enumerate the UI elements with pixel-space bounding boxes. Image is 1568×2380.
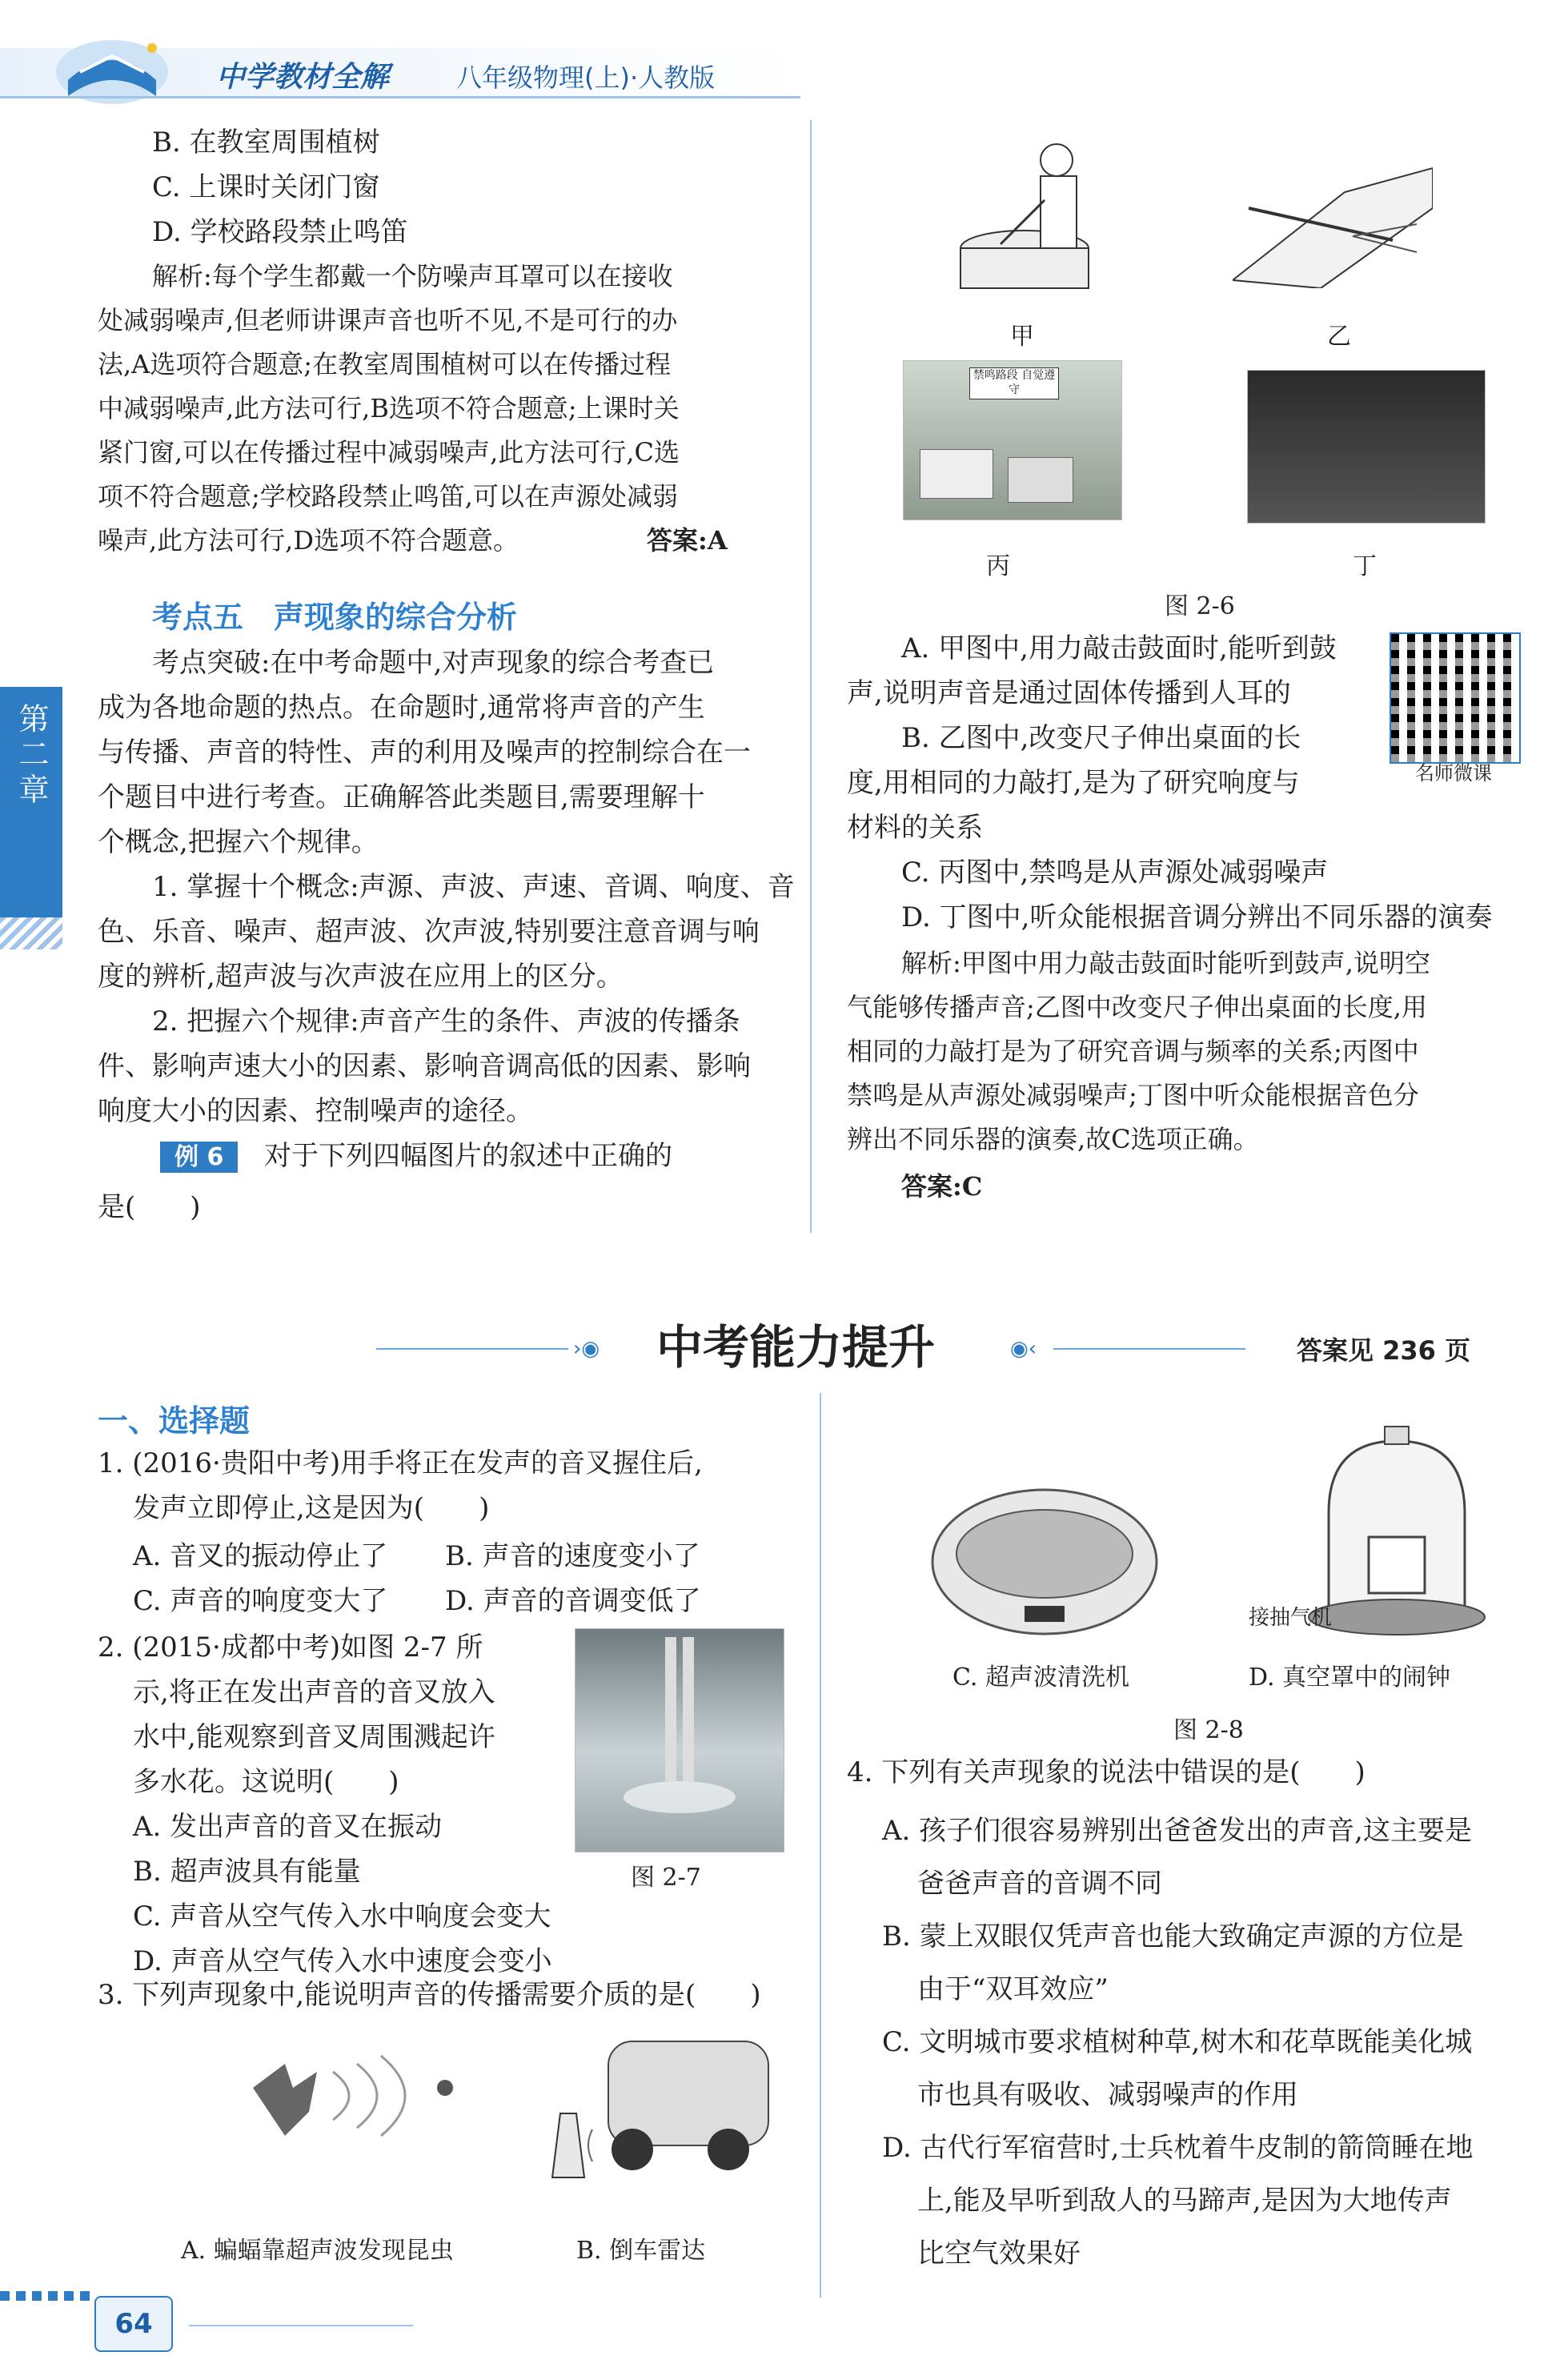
kaodian-line: 考点突破:在中考命题中,对声现象的综合考查已 bbox=[152, 647, 715, 679]
option-line: B. 蒙上双眼仅凭声音也能大致确定声源的方位是 bbox=[882, 1920, 1464, 1953]
arrow-right-icon: ›◉ bbox=[573, 1337, 600, 1361]
option-line: 声,说明声音是通过固体传播到人耳的 bbox=[847, 677, 1291, 709]
option-line: 比空气效果好 bbox=[917, 2238, 1081, 2270]
section-title: 中考能力提升 bbox=[656, 1320, 936, 1375]
kaodian-line: 与传播、声音的特性、声的利用及噪声的控制综合在一 bbox=[98, 736, 751, 769]
fig-caption-c: C. 超声波清洗机 bbox=[952, 1664, 1129, 1692]
option-line: 市也具有吸收、减弱噪声的作用 bbox=[917, 2079, 1298, 2111]
book-subtitle: 八年级物理(上)·人教版 bbox=[456, 62, 716, 93]
drum-figure bbox=[944, 128, 1105, 296]
street-photo bbox=[903, 360, 1122, 520]
question-line: 多水花。这说明( ) bbox=[133, 1766, 399, 1798]
kaodian-line: 个概念,把握六个规律。 bbox=[98, 826, 379, 858]
analysis-line: 相同的力敲打是为了研究音调与频率的关系;丙图中 bbox=[847, 1036, 1419, 1066]
arrow-left-icon: ◉‹ bbox=[1010, 1337, 1037, 1361]
kaodian-title: 考点五 声现象的综合分析 bbox=[152, 600, 518, 635]
fig-label-yi: 乙 bbox=[1327, 323, 1351, 351]
kaodian-line: 成为各地命题的热点。在命题时,通常将声音的产生 bbox=[98, 692, 705, 724]
fig-label-bing: 丙 bbox=[986, 552, 1010, 580]
bat-figure bbox=[237, 2040, 469, 2152]
no-honk-sign: 禁鸣路段 自觉遵守 bbox=[969, 367, 1059, 399]
analysis-block bbox=[98, 255, 786, 563]
qr-caption: 名师微课 bbox=[1415, 762, 1492, 785]
analysis-line: 噪声,此方法可行,D选项不符合题意。 bbox=[98, 525, 519, 556]
fig-label-ding: 丁 bbox=[1353, 552, 1377, 580]
car bbox=[920, 449, 993, 499]
option-b: B. 在教室周围植树 bbox=[152, 126, 380, 159]
option-line: C. 丙图中,禁鸣是从声源处减弱噪声 bbox=[901, 857, 1329, 889]
analysis-line: 气能够传播声音;乙图中改变尺子伸出桌面的长度,用 bbox=[847, 992, 1427, 1022]
analysis-line: 禁鸣是从声源处减弱噪声;丁图中听众能根据音色分 bbox=[847, 1080, 1419, 1110]
option-c: C. 上课时关闭门窗 bbox=[152, 171, 380, 203]
question-line: A. 发出声音的音叉在振动 bbox=[133, 1811, 443, 1843]
footer-dots bbox=[0, 2291, 96, 2301]
option-line: 度,用相同的力敲打,是为了研究响度与 bbox=[847, 767, 1300, 799]
orchestra-photo bbox=[1247, 370, 1486, 524]
question-line: 2. (2015·成都中考)如图 2-7 所 bbox=[98, 1631, 483, 1664]
kaodian-line: 1. 掌握十个概念:声源、声波、声速、音调、响度、音 bbox=[152, 871, 795, 903]
q3-caption-b: B. 倒车雷达 bbox=[576, 2237, 706, 2265]
tuning-fork-water-photo bbox=[575, 1628, 784, 1852]
option-line: A. 甲图中,用力敲击鼓面时,能听到鼓 bbox=[901, 632, 1337, 664]
option-line: A. 孩子们很容易辨别出爸爸发出的声音,这主要是 bbox=[882, 1815, 1472, 1847]
question-line: 1. (2016·贵阳中考)用手将正在发声的音叉握住后, bbox=[98, 1447, 703, 1479]
example-text-2: 是( ) bbox=[98, 1191, 201, 1223]
option-line: C. 文明城市要求植树种草,树木和花草既能美化城 bbox=[882, 2026, 1473, 2058]
q1-option-d: D. 声音的音调变低了 bbox=[445, 1585, 701, 1617]
tab-stripes bbox=[0, 917, 62, 949]
analysis-line: 解析:甲图中用力敲击鼓面时能听到鼓声,说明空 bbox=[901, 948, 1430, 978]
answer-a: 答案:A bbox=[647, 525, 728, 556]
fig-label-jia: 甲 bbox=[1010, 323, 1034, 351]
kaodian-line: 色、乐音、噪声、超声波、次声波,特别要注意音调与响 bbox=[98, 916, 760, 948]
question-line: B. 超声波具有能量 bbox=[133, 1856, 361, 1888]
question-4: 4. 下列有关声现象的说法中错误的是( ) bbox=[847, 1756, 1365, 1788]
reversing-radar-figure bbox=[544, 2017, 776, 2185]
section-subtitle: 一、选择题 bbox=[98, 1403, 251, 1439]
kaodian-line: 2. 把握六个规律:声音产生的条件、声波的传播条 bbox=[152, 1005, 740, 1037]
column-divider-bottom bbox=[820, 1393, 821, 2298]
analysis-line: 处减弱噪声,但老师讲课声音也听不见,不是可行的办 bbox=[98, 305, 678, 335]
analysis-line: 法,A选项符合题意;在教室周围植树可以在传播过程 bbox=[98, 349, 672, 379]
answer-c: 答案:C bbox=[901, 1171, 983, 1202]
option-line: 材料的关系 bbox=[847, 812, 983, 844]
car bbox=[1008, 457, 1073, 503]
analysis-line: 辨出不同乐器的演奏,故C选项正确。 bbox=[847, 1124, 1259, 1154]
question-line: 示,将正在发出声音的音叉放入 bbox=[133, 1676, 495, 1708]
section-rule-left bbox=[376, 1348, 568, 1350]
header-rule bbox=[0, 96, 800, 98]
analysis-line: 项不符合题意;学校路段禁止鸣笛,可以在声源处减弱 bbox=[98, 481, 678, 512]
q4-options bbox=[882, 1804, 1473, 2280]
fig-caption-d: D. 真空罩中的闹钟 bbox=[1249, 1664, 1451, 1692]
section-rule-right bbox=[1053, 1348, 1245, 1350]
chapter-tab: 第二章 bbox=[0, 687, 62, 917]
option-d: D. 学校路段禁止鸣笛 bbox=[152, 216, 408, 248]
bell-jar-figure bbox=[1305, 1425, 1489, 1641]
q1-option-b: B. 声音的速度变小了 bbox=[445, 1540, 700, 1572]
page-number: 64 bbox=[94, 2296, 173, 2352]
kaodian-line: 度的辨析,超声波与次声波在应用上的区分。 bbox=[98, 961, 624, 993]
kaodian-line: 响度大小的因素、控制噪声的途径。 bbox=[98, 1095, 533, 1127]
option-line: 爸爸声音的音调不同 bbox=[917, 1868, 1162, 1900]
ultrasonic-cleaner-figure bbox=[928, 1486, 1161, 1638]
example-text: 对于下列四幅图片的叙述中正确的 bbox=[264, 1140, 672, 1172]
analysis-line: 紧门窗,可以在传播过程中减弱噪声,此方法可行,C选 bbox=[98, 437, 680, 468]
question-3: 3. 下列声现象中,能说明声音的传播需要介质的是( ) bbox=[98, 1979, 761, 2011]
q3-caption-a: A. 蝙蝠靠超声波发现昆虫 bbox=[181, 2237, 454, 2265]
analysis-line: 解析:每个学生都戴一个防噪声耳罩可以在接收 bbox=[152, 261, 673, 291]
option-line: B. 乙图中,改变尺子伸出桌面的长 bbox=[901, 722, 1301, 754]
q1-option-c: C. 声音的响度变大了 bbox=[133, 1585, 388, 1617]
book-logo-icon bbox=[48, 24, 176, 112]
pump-label: 接抽气机 bbox=[1249, 1606, 1333, 1630]
question-line: C. 声音从空气传入水中响度会变大 bbox=[133, 1900, 551, 1932]
fig-caption-2-6: 图 2-6 bbox=[1165, 592, 1235, 620]
column-divider-top bbox=[810, 120, 812, 1233]
q1-option-a: A. 音叉的振动停止了 bbox=[133, 1540, 388, 1572]
question-line: 水中,能观察到音叉周围溅起许 bbox=[133, 1721, 495, 1753]
answer-reference: 答案见 236 页 bbox=[1297, 1335, 1471, 1366]
option-line: 由于“双耳效应” bbox=[917, 1973, 1109, 2005]
example-tag: 例 6 bbox=[160, 1137, 238, 1172]
option-line: D. 丁图中,听众能根据音调分辨出不同乐器的演奏 bbox=[901, 901, 1493, 933]
question-line: D. 声音从空气传入水中速度会变小 bbox=[133, 1945, 552, 1977]
example6-options bbox=[847, 626, 1492, 940]
book-title: 中学教材全解 bbox=[216, 61, 390, 94]
ruler-figure bbox=[1233, 160, 1433, 288]
kaodian-line: 件、影响声速大小的因素、影响音调高低的因素、影响 bbox=[98, 1050, 751, 1082]
kaodian-line: 个题目中进行考查。正确解答此类题目,需要理解十 bbox=[98, 781, 705, 813]
question-line: 发声立即停止,这是因为( ) bbox=[133, 1492, 490, 1524]
fig-caption-2-8: 图 2-8 bbox=[1173, 1716, 1244, 1744]
kaodian-body bbox=[98, 640, 794, 1134]
question-2 bbox=[98, 1625, 552, 1984]
example6-analysis bbox=[847, 941, 1430, 1162]
fig-caption-2-7: 图 2-7 bbox=[631, 1864, 701, 1892]
analysis-line: 中减弱噪声,此方法可行,B选项不符合题意;上课时关 bbox=[98, 393, 680, 423]
option-line: 上,能及早听到敌人的马蹄声,是因为大地传声 bbox=[917, 2185, 1452, 2217]
option-line: D. 古代行军宿营时,士兵枕着牛皮制的箭筒睡在地 bbox=[882, 2132, 1474, 2164]
footer-rule bbox=[189, 2325, 413, 2326]
prev-question-options bbox=[152, 120, 408, 255]
question-1 bbox=[98, 1441, 703, 1531]
